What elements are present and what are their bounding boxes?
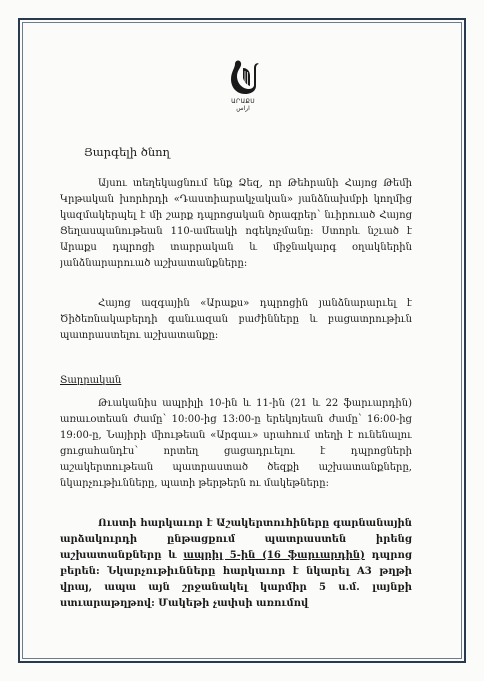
instructions-text-start: Ուստի հարկաւոր է Աշակերտուհիները գարնանային արձակուրդի ընթացքում պատրաստեն իրենց աշխատանքները և	[60, 518, 412, 561]
paragraph-intro: Այսու տեղեկացնում ենք Ձեզ, որ Թեհրանի Հայոց Թեմի Կրթական խորհրդի «Դաստիարակչական» յանձնախմբի կողմից կազմակերպել է մի շարք դպրոցական ծրագրեր՝ նւիրուած Հայոց Ցեղասպանութեան 110-ամեակի ոգեկոչմանը: Ստորև նշւած է Արաքս դպրոցի տարրական և միջնակարգ օղակներին յանձնարարուած աշխատանքները:	[60, 178, 412, 269]
paragraph-instructions	[60, 516, 412, 612]
instructions-text-end: դպրոց բերեն: Նկարչութիւնները հարկաւոր է նկարել A3 թղթի վրայ, ապա այն շրջանակել կարմիր 5 ս.մ. լայնքի ստւարաթղթով: Մակեթի չափսի առումով	[60, 550, 412, 609]
paragraph-assignment: Հայոց ազգային «Արաքս» դպրոցին յանձնարարւել է Ծիծեռնակաբերդի գանւազան բաժինները և բացատրութիւն պատրաստելու աշխատանքը:	[60, 298, 412, 341]
paragraph-exhibition: Թւականիս ապրիլի 10-ին և 11-ին (21 և 22 ֆարւարդին) առաւօտեան ժամը՝ 10:00-ից 13:00-ը երեկոյեան ժամը՝ 16:00-ից 19:00-ը, Նայիրի միութեան «Արգաւ» սրահում տեղի է ունենալու ցուցահանդէս՝ որտեղ ցացադրւելու է դպրոցների աշակերտութեան պատրաստած ծեզքի աշխատանքները, նկարչութիւնները, պատի թերթերն ու մակեթները:	[60, 398, 412, 489]
section-heading: Տարրական	[60, 375, 122, 386]
logo-text-persian: ﺍﺭﺍﺱ	[236, 105, 250, 112]
deadline-date: ապրիլ 5-ին (16 ֆարւարդին)	[183, 550, 365, 561]
harp-swan-logo-icon	[226, 58, 260, 98]
salutation: Յարգելի ծնող	[84, 145, 170, 159]
logo-text-armenian: ԱՐԱՔՍ	[231, 98, 255, 105]
school-logo	[226, 58, 260, 114]
letter-body	[60, 52, 412, 652]
